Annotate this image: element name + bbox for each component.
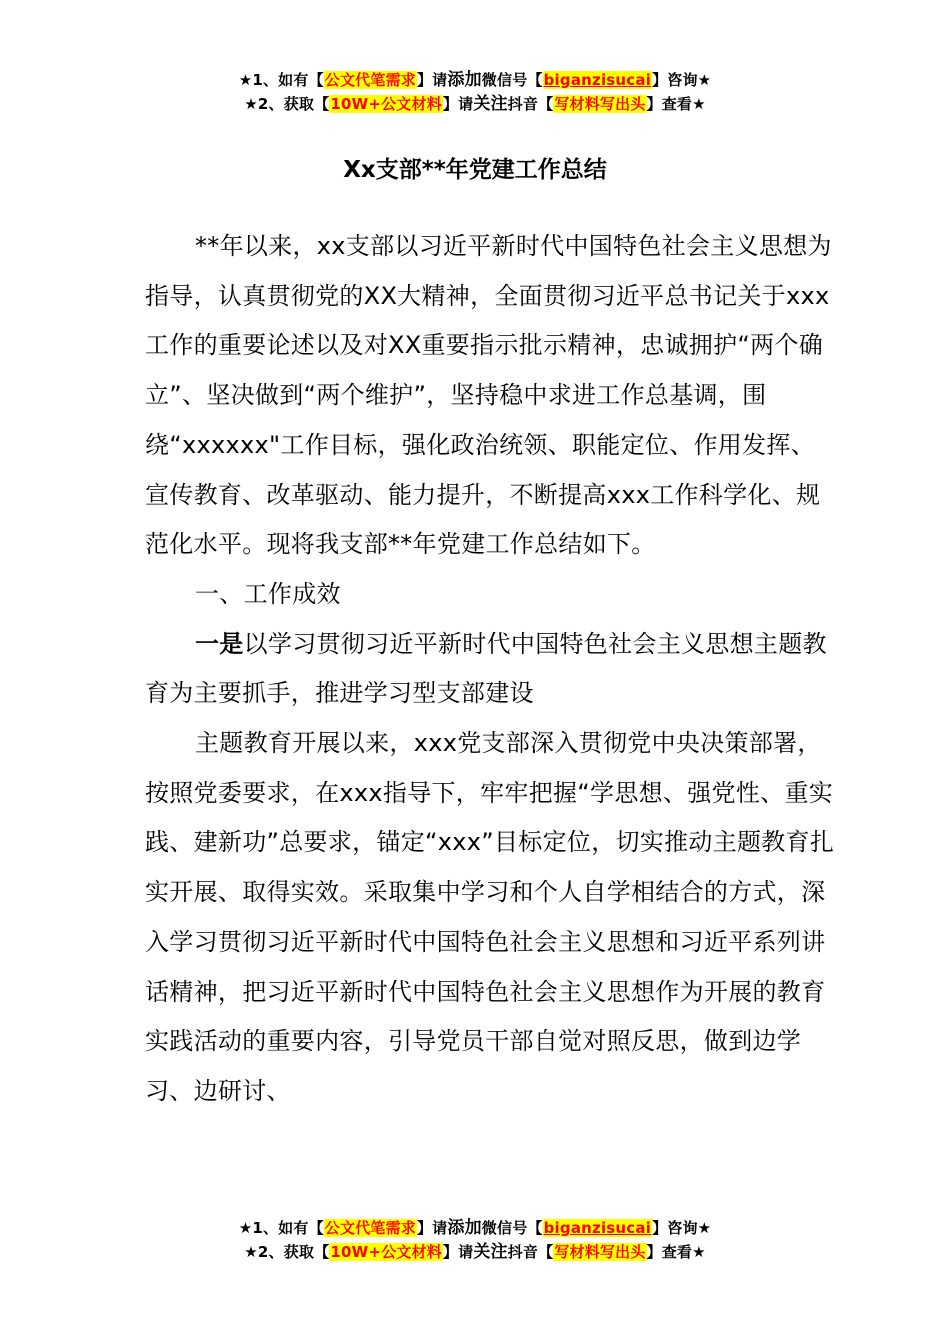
banner-emphasis: 添加 (447, 1218, 482, 1238)
footer-banner (0, 1216, 950, 1264)
banner-text: 】请 (416, 71, 448, 89)
banner-line-1 (0, 1216, 950, 1240)
highlight-materials: 10W+公文材料 (330, 1243, 442, 1261)
intro-paragraph: **年以来，xx支部以习近平新时代中国特色社会主义思想为指导，认真贯彻党的XX大精神，全面贯彻习近平总书记关于xxx工作的重要论述以及对XX重要指示批示精神，忠诚拥护“两个确立”、坚决做到“两个维护”，坚持稳中求进工作总基调，围绕“xxxxxx"工作目标，强化政治统领、职能定位、作用发挥、宣传教育、改革驱动、能力提升，不断提高xxx工作科学化、规范化水平。现将我支部**年党建工作总结如下。 (145, 232, 832, 559)
banner-text: ★2、获取【 (244, 95, 330, 113)
banner-line-2 (0, 1240, 950, 1264)
banner-text: 】咨询★ (652, 71, 712, 89)
banner-text: 】请 (442, 95, 474, 113)
highlight-service: 公文代笔需求 (324, 1219, 416, 1237)
point-text: 以学习贯彻习近平新时代中国特色社会主义思想主题教育为主要抓手，推进学习型支部建设 (145, 629, 827, 708)
banner-text: 微信号【 (481, 1219, 543, 1237)
banner-line-1 (0, 68, 950, 92)
banner-text: ★1、如有【 (238, 71, 324, 89)
banner-text: 】请 (442, 1243, 474, 1261)
highlight-materials: 10W+公文材料 (330, 95, 442, 113)
banner-text: ★1、如有【 (238, 1219, 324, 1237)
banner-emphasis: 关注 (473, 94, 508, 114)
douyin-account-link[interactable]: 写材料写出头 (554, 95, 646, 113)
banner-text: 微信号【 (481, 71, 543, 89)
point-lead: 一是 (195, 629, 244, 658)
document-title: Xx支部**年党建工作总结 (343, 157, 607, 183)
banner-emphasis: 添加 (447, 70, 482, 90)
banner-text: 】咨询★ (652, 1219, 712, 1237)
douyin-account-link[interactable]: 写材料写出头 (554, 1243, 646, 1261)
document-body (145, 222, 835, 1117)
body-paragraph: 主题教育开展以来，xxx党支部深入贯彻党中央决策部署，按照党委要求，在xxx指导下，牢牢把握“学思想、强党性、重实践、建新功”总要求，锚定“xxx”目标定位，切实推动主题教育扎实开展、取得实效。采取集中学习和个人自学相结合的方式，深入学习贯彻习近平新时代中国特色社会主义思想和习近平系列讲话精神，把习近平新时代中国特色社会主义思想作为开展的教育实践活动的重要内容，引导党员干部自觉对照反思，做到边学习、边研讨、 (145, 729, 835, 1105)
section-heading: 一、工作成效 (195, 579, 341, 608)
banner-text: 抖音【 (507, 95, 554, 113)
wechat-id-link[interactable]: biganzisucai (543, 71, 652, 89)
banner-text: 抖音【 (507, 1243, 554, 1261)
banner-emphasis: 关注 (473, 1242, 508, 1262)
header-banner (0, 68, 950, 116)
highlight-service: 公文代笔需求 (324, 71, 416, 89)
banner-text: 】查看★ (646, 1243, 706, 1261)
banner-text: ★2、获取【 (244, 1243, 330, 1261)
wechat-id-link[interactable]: biganzisucai (543, 1219, 652, 1237)
banner-text: 】查看★ (646, 95, 706, 113)
point-one-paragraph (145, 620, 835, 719)
banner-line-2 (0, 92, 950, 116)
banner-text: 】请 (416, 1219, 448, 1237)
